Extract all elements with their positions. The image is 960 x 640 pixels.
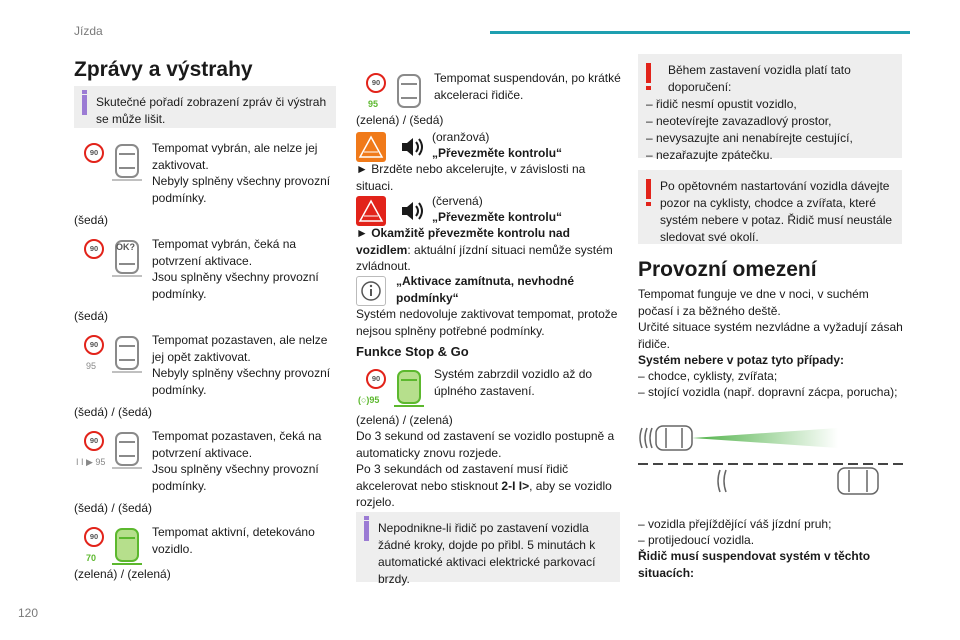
set-speed-label: 95 (368, 99, 379, 109)
orange-text: ► Brzděte nebo akcelerujte, v závislosti na situaci. (356, 162, 586, 193)
info-box (356, 276, 386, 306)
set-speed-label: I I ▶ 95 (76, 457, 106, 467)
speed-limit-icon: 90 (84, 143, 104, 163)
color-caption: (zelená) / (zelená) (356, 413, 453, 427)
info-marker-icon (82, 95, 87, 115)
info-title: „Aktivace zamítnuta, nevhodné podmínky“ (396, 274, 575, 305)
paragraph-bold: Řidič musí suspendovat systém v těchto situacích: (638, 549, 871, 580)
list-item: – chodce, cyklisty, zvířata; (638, 369, 778, 383)
speed-limit-icon: 90 (84, 527, 104, 547)
color-caption: (šedá) (74, 309, 109, 323)
header-accent-bar (490, 31, 910, 34)
red-text-bold: ► Okamžitě převezměte kontrolu nad vozidlem (356, 226, 570, 257)
vehicle-icon (110, 332, 144, 376)
warning-item: – neotevírejte zavazadlový prostor, (646, 114, 832, 128)
warning-note-stop (638, 54, 902, 162)
info-note-text: Skutečné pořadí zobrazení zpráv či výstrah se může lišit. (96, 95, 327, 126)
orange-warning-icon (356, 132, 386, 162)
paragraph: Tempomat funguje ve dne v noci, v suchém počasí i za běžného deště. (638, 287, 869, 318)
lane-diagram (638, 418, 904, 504)
info-note (74, 86, 336, 128)
list-item: – stojící vozidla (např. dopravní zácpa, porucha); (638, 385, 898, 399)
message-text: Tempomat aktivní, detekováno vozidlo. (152, 525, 315, 556)
message-entry-suspended (356, 70, 624, 114)
speed-limit-icon: 90 (366, 369, 386, 389)
info-marker-icon (364, 521, 369, 541)
stop-go-heading: Funkce Stop & Go (356, 344, 469, 359)
message-entry-2 (74, 236, 338, 306)
message-text: Systém zabrzdil vozidlo až do úplného zastavení. (434, 367, 593, 398)
speaker-icon (398, 132, 428, 162)
warning-note-restart (638, 170, 902, 244)
message-text: Tempomat pozastaven, čeká na potvrzení aktivace. Jsou splněny všechny provozní podmínky. (152, 429, 322, 493)
info-text: Systém nedovoluje zaktivovat tempomat, protože nejsou splněny potřebné podmínky. (356, 307, 618, 338)
stop-go-text-2 (356, 461, 624, 511)
message-text: Tempomat pozastaven, ale nelze jej opět zaktivovat. Nebyly splněny všechny provozní podmínky. (152, 333, 331, 397)
speed-limit-icon: 90 (366, 73, 386, 93)
radar-beam (692, 428, 838, 448)
info-icon (357, 277, 385, 305)
page-number: 120 (18, 606, 39, 620)
red-warning-icon (356, 196, 386, 226)
color-caption: (zelená) / (zelená) (74, 567, 171, 581)
paragraph-bold: Systém nebere v potaz tyto případy: (638, 353, 845, 367)
orange-title: „Převezměte kontrolu“ (432, 146, 563, 160)
section-title: Jízda (74, 24, 103, 38)
warning-intro: Během zastavení vozidla platí tato doporučení: (668, 63, 851, 94)
vehicle-icon (110, 428, 144, 472)
red-label: (červená) (432, 194, 483, 208)
vehicle-active-icon (392, 366, 426, 410)
vehicle-active-icon (110, 524, 144, 568)
red-title: „Převezměte kontrolu“ (432, 210, 563, 224)
vehicle-icon (392, 70, 426, 114)
color-caption: (šedá) (74, 213, 109, 227)
color-caption: (šedá) / (šedá) (74, 405, 153, 419)
orange-label: (oranžová) (432, 130, 490, 144)
speaker-icon (398, 196, 428, 226)
warning-marker-icon (646, 179, 651, 199)
warning-item: – řidič nesmí opustit vozidlo, (646, 97, 797, 111)
page-title: Zprávy a výstrahy (74, 58, 253, 81)
ok-label: OK? (116, 242, 135, 252)
message-entry-3 (74, 332, 338, 404)
color-caption: (šedá) / (šedá) (74, 501, 153, 515)
stop-go-text-1: Do 3 sekund od zastavení se vozidlo postupně a automaticky znovu rozjede. (356, 429, 615, 460)
vehicle-icon (110, 140, 144, 184)
stop-go-text-2a: Po 3 sekundách od zastavení musí řidič akcelerovat nebo stisknout (356, 462, 569, 493)
set-speed-label: (○)95 (358, 395, 380, 405)
red-text (356, 225, 624, 275)
warning-item: – nezařazujte zpátečku. (646, 148, 773, 162)
message-text: Tempomat vybrán, čeká na potvrzení aktivace. Jsou splněny všechny provozní podmínky. (152, 237, 319, 301)
info-note-parking-brake (356, 512, 620, 586)
color-caption: (zelená) / (šedá) (356, 113, 444, 127)
set-speed-label: 70 (86, 553, 97, 563)
ego-vehicle-icon (640, 426, 692, 450)
speed-limit-icon: 90 (84, 239, 104, 259)
section-heading: Provozní omezení (638, 258, 817, 281)
button-label: 2-I I> (501, 478, 530, 493)
message-entry-4 (74, 428, 338, 498)
message-text: Tempomat vybrán, ale nelze jej zaktivovat. Nebyly splněny všechny provozní podmínky. (152, 141, 331, 205)
message-text: Tempomat suspendován, po krátké akceleraci řidiče. (434, 71, 621, 102)
message-entry-stopgo (356, 366, 624, 410)
message-entry-1 (74, 140, 338, 210)
set-speed-label: 95 (86, 361, 97, 371)
red-text-rest: : aktuální jízdní situaci nemůže systém zvládnout. (356, 242, 613, 273)
warning-item: – nevysazujte ani nenabírejte cestující, (646, 131, 853, 145)
list-item: – protijedoucí vozidla. (638, 533, 755, 547)
list-item: – vozidla přejíždějící váš jízdní pruh; (638, 517, 832, 531)
speed-limit-icon: 90 (84, 335, 104, 355)
speed-limit-icon: 90 (84, 431, 104, 451)
stop-go-text-2c: , aby se vozidlo rozjelo. (356, 478, 612, 509)
info-note-text: Nepodnikne-li řidič po zastavení vozidla žádné kroky, dojde po přibl. 5 minutách k automatické aktivaci elektrické parkovací brzdy. (378, 521, 596, 586)
warning-marker-icon (646, 63, 651, 83)
paragraph: Určité situace systém nezvládne a vyžadují zásah řidiče. (638, 320, 903, 351)
message-entry-5 (74, 524, 338, 566)
overtaking-vehicle-icon (718, 468, 878, 494)
warning-text: Po opětovném nastartování vozidla dávejte pozor na cyklisty, chodce a zvířata, které systém nebere v potaz. Řidič musí neustále sledovat své okolí. (660, 179, 893, 244)
